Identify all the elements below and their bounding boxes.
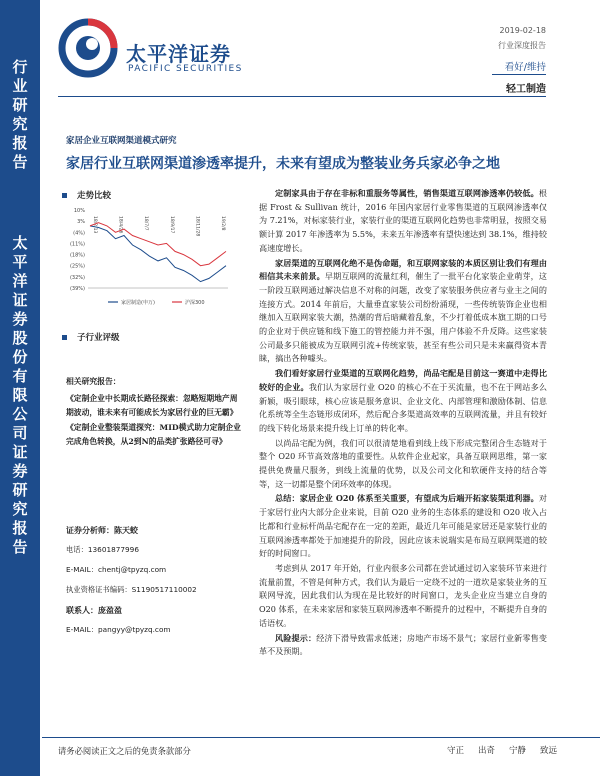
x-tick-label: 18/9/17 [168,216,174,234]
paragraph-lead: 我们看好家居行业渠道的互联网化趋势，尚品宅配是目前这一赛道中走得比较好的企业。 [259,368,547,392]
contact-person: 联系人：庞盈盈 [66,605,122,615]
motto-word: 守正 [446,746,464,756]
sidebar-company-label: 太平洋证券股份有限公司证券研究报告 [12,234,28,556]
report-meta [498,26,546,73]
related-reports [66,375,242,450]
x-tick-label: 18/7/7 [143,216,149,231]
x-tick-label: 18/11/28 [194,216,200,237]
body-paragraph [259,257,547,367]
body-paragraph [259,367,547,436]
motto-word: 致远 [540,746,558,756]
series-line-csi300 [90,223,226,266]
report-date: 2019-02-18 [499,26,546,35]
paragraph-text: 经济下滑导致需求低迷；房地产市场不景气；家居行业新零售变革不及预期。 [259,632,547,657]
industry-name: 轻工制造 [506,84,546,95]
report-subtitle: 家居企业互联网渠道模式研究 [66,136,177,146]
trend-chart [62,206,232,310]
analyst-info [66,520,242,640]
analyst-name: 证券分析师：陈天蛟 [66,525,138,535]
paragraph-text: 我们认为家居行业 O20 的核心不在于买流量，也不在于网站多么新颖，吸引眼球，核心应该是服务意识、企业文化、内部管理和激励体制、信息化系统等全生态链形成闭环，然后配合多渠道高效率的互联网流量，并且有较好的线下转化场景来提升线上订单的转化率。 [259,381,547,433]
motto-word: 宁静 [509,746,527,756]
sidebar-report-label: 行业研究报告 [12,58,28,171]
analyst-cert-number: 执业资格证书编码：S1190517110002 [66,585,197,594]
header-divider [58,96,546,97]
meta-divider [492,74,546,75]
logo-mark-icon [58,18,118,78]
body-paragraph [259,562,547,631]
trend-chart-svg [62,206,232,310]
company-logo [58,18,268,78]
trend-section-heading [62,189,111,201]
disclaimer-notice: 请务必阅读正文之后的免责条款部分 [58,746,191,756]
report-type: 行业深度报告 [498,41,546,50]
trend-heading-label: 走势比较 [77,191,112,201]
y-tick-label: (18%) [69,252,85,259]
logo-chinese-name: 太平洋证券 [126,42,231,66]
related-report-item[interactable]: 《定制企业中长期成长路径探索：忽略短期地产周期波动，谁未来有可能成长为家居行业的巨无霸》 [66,393,238,418]
report-title: 家居行业互联网渠道渗透率提升，未来有望成为整装业务兵家必争之地 [66,156,500,172]
legend-label: 家居制造(申万) [121,300,155,306]
paragraph-text: 早期互联网的流量红利，催生了一批平台化家装企业萌芽，这一阶段互联网通过解决信息不对称的问题，改变了家装服务供应者与业主之间的连接方式。2014 年前后，大量垂直家装公司纷纷涌现，一些传统装饰企业也相继加入互联网家装大潮，热潮的背后暗藏着乱象，不少打着低成本旗工期的口号的企业对于供应链和线下施工的管控能力并不强，用户体验不升反降。这些家装公司最多只能被成为互联网引流+传统家装，甚至有些公司只是未来赢得资本青睐，搞出各种噱头。 [259,271,547,364]
body-paragraph [259,187,547,256]
legend-label: 沪深300 [185,300,205,306]
y-tick-label: (32%) [69,274,85,281]
industry-rating: 看好/维持 [504,62,546,73]
analyst-phone: 电话：13601877996 [66,545,139,554]
report-body [259,187,547,660]
section-bullet-icon [62,193,67,198]
y-tick-label: (25%) [69,263,85,270]
paragraph-text: 根据 Frost & Sullivan 统计，2016 年国内家居行业零售渠道的互联网渗透率仅为 7.21%，对标家装行业，家装行业的渠道互联网化趋势也非常明显，按照交易额计算 2017 年渗透率为 5.5%，未来五年渗透率有望快速达到 38.1%，维持较高速度增长。 [259,188,547,253]
series-line-home-furnishing [90,226,226,282]
paragraph-text: 以尚品宅配为例，我们可以很清楚地看到线上线下形成完整闭合生态链对于整个 O20 环节高效落地的重要性。从软件企业起家，具备互联网思维，第一家提供免费量尺服务，到线上流量的优势，以及公司文化和软硬件支持的结合等等，这一切都是整个闭环效率的体现。 [259,437,547,489]
y-tick-label: (39%) [69,286,85,292]
analyst-email[interactable]: E-MAIL：chentj@tpyzq.com [66,565,167,574]
paragraph-lead: 定制家具由于存在非标和重服务等属性，销售渠道互联网渗透率仍较低。 [275,188,539,198]
y-tick-label: 3% [77,219,85,226]
y-tick-label: (4%) [73,230,85,237]
subindustry-rating-heading [62,331,120,343]
paragraph-lead: 家居渠道的互联网化绝不是伪命题，和互联网家装的本质区别让我们有理由相信其未来前景。 [259,257,547,282]
rating-heading-label: 子行业评级 [77,333,120,343]
logo-english-name: PACIFIC SECURITIES [128,64,243,74]
footer-divider [42,737,600,738]
y-tick-label: (11%) [69,241,85,248]
x-tick-label: 19/2/8 [220,216,225,231]
related-report-item[interactable]: 《定制企业整装渠道探究：MID模式助力定制企业完成角色转换，从2到N的品类扩张路径可寻》 [66,422,241,447]
body-paragraph [259,492,547,561]
motto-word: 出奇 [477,746,495,756]
x-tick-label: 18/4/26 [117,216,123,234]
paragraph-text: 对于家居行业内大部分企业来说，目前 O20 业务的生态体系的建设和 O20 收入占比都和行业标杆尚品宅配存在一定的差距，最近几年可能是家居还是家装行业的互联网渗透率都处于加速提升的阶段，因此应该未说瑞实是布局互联网渠道的较好的时间窗口。 [259,493,547,559]
paragraph-text: 考虑到从 2017 年开始，行业内很多公司都在尝试通过切入家装环节来进行流量前置，不管是何种方式，我们认为最后一定绕不过的一道坎是家装业务的互联网导流，因此我们认为现在是比较好的时间窗口，龙头企业应当建立自身的 O20 体系，在未来家居和家装互联网渗透率不断提升的过程中，不断提升自身的话语权。 [259,562,547,628]
body-paragraph [259,632,547,659]
body-paragraph [259,437,547,492]
section-bullet-icon [62,335,67,340]
company-motto [442,740,562,760]
y-tick-label: 10% [73,208,85,214]
related-reports-heading: 相关研究报告： [66,377,121,386]
contact-email[interactable]: E-MAIL：pangyy@tpyzq.com [66,625,171,634]
x-tick-label: 18/2/13 [92,216,97,234]
paragraph-lead: 风险提示： [275,632,317,643]
paragraph-lead: 总结：家居企业 O20 体系至关重要，有望成为后端开拓家装渠道利器。 [275,493,539,504]
